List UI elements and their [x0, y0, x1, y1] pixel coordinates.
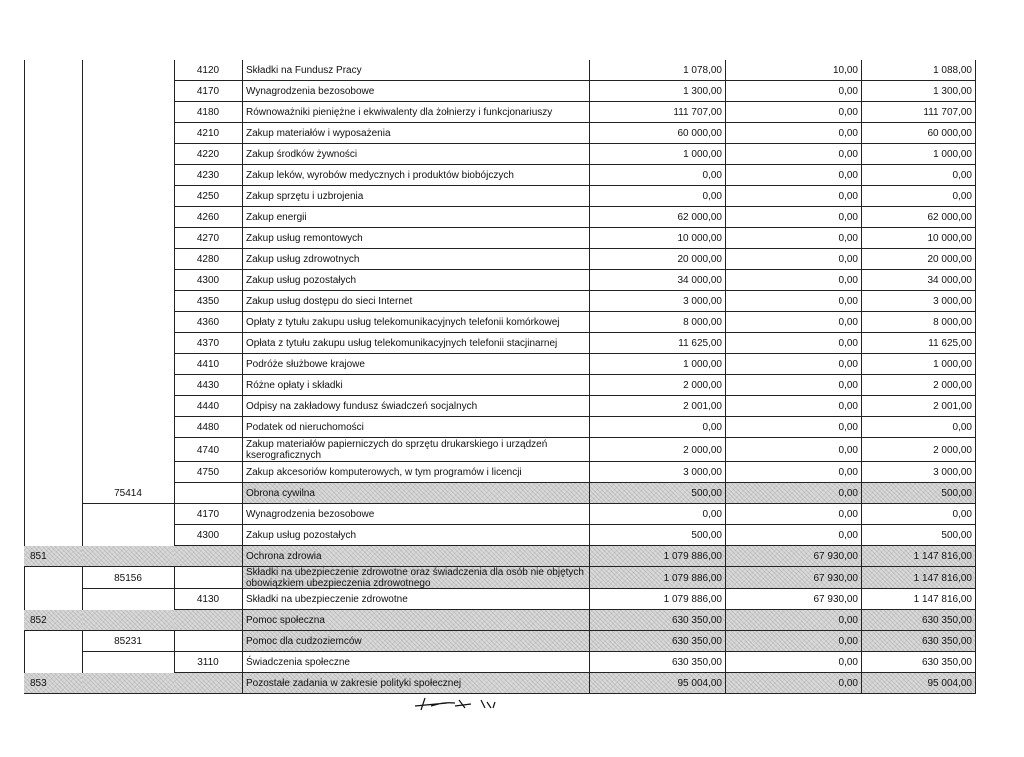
description: Składki na Fundusz Pracy	[242, 60, 590, 81]
dzial-code	[24, 144, 82, 165]
description: Pomoc społeczna	[242, 610, 590, 631]
paragraf-code	[174, 546, 242, 567]
description: Zakup usług zdrowotnych	[242, 249, 590, 270]
after-change-value: 1 088,00	[862, 60, 976, 81]
change-value: 0,00	[726, 610, 862, 631]
dzial-code	[24, 589, 82, 610]
description: Odpisy na zakładowy fundusz świadczeń socjalnych	[242, 396, 590, 417]
dzial-code	[24, 354, 82, 375]
plan-value: 11 625,00	[590, 333, 726, 354]
handwritten-signature	[395, 694, 535, 714]
paragraf-code	[174, 483, 242, 504]
plan-value: 1 078,00	[590, 60, 726, 81]
plan-value: 500,00	[590, 525, 726, 546]
paragraf-code: 4180	[196, 107, 220, 118]
after-change-value: 60 000,00	[862, 123, 976, 144]
after-change-value: 0,00	[862, 504, 976, 525]
paragraf-code: 4300	[196, 275, 220, 286]
rozdzial-code	[82, 610, 174, 631]
paragraf-code: 4270	[196, 233, 220, 244]
paragraf-code: 4280	[196, 254, 220, 265]
change-value: 0,00	[726, 438, 862, 462]
dzial-code	[24, 652, 82, 673]
rozdzial-code	[82, 354, 174, 375]
plan-value: 1 079 886,00	[590, 546, 726, 567]
dzial-code	[24, 291, 82, 312]
change-value: 0,00	[726, 462, 862, 483]
dzial-code	[24, 504, 82, 525]
dzial-code	[24, 483, 82, 504]
subsection-row	[24, 567, 976, 589]
rozdzial-code	[82, 652, 174, 673]
after-change-value: 1 000,00	[862, 144, 976, 165]
section-row	[24, 610, 976, 631]
change-value: 0,00	[726, 417, 862, 438]
dzial-code	[24, 165, 82, 186]
description: Podatek od nieruchomości	[242, 417, 590, 438]
description: Zakup usług dostępu do sieci Internet	[242, 291, 590, 312]
paragraf-code: 4360	[196, 317, 220, 328]
after-change-value: 8 000,00	[862, 312, 976, 333]
description: Pozostałe zadania w zakresie polityki społecznej	[242, 673, 590, 694]
dzial-code	[24, 417, 82, 438]
after-change-value: 0,00	[862, 165, 976, 186]
paragraf-code: 4130	[196, 594, 220, 605]
dzial-code	[24, 438, 82, 462]
table-row	[24, 375, 976, 396]
plan-value: 62 000,00	[590, 207, 726, 228]
description: Zakup usług pozostałych	[242, 270, 590, 291]
after-change-value: 62 000,00	[862, 207, 976, 228]
description: Zakup środków żywności	[242, 144, 590, 165]
paragraf-code: 4170	[196, 86, 220, 97]
after-change-value: 11 625,00	[862, 333, 976, 354]
after-change-value: 630 350,00	[862, 610, 976, 631]
paragraf-code: 4430	[196, 380, 220, 391]
plan-value: 630 350,00	[590, 610, 726, 631]
description: Świadczenia społeczne	[242, 652, 590, 673]
section-row	[24, 546, 976, 567]
description: Opłaty z tytułu zakupu usług telekomunikacyjnych telefonii komórkowej	[242, 312, 590, 333]
change-value: 67 930,00	[726, 546, 862, 567]
after-change-value: 3 000,00	[862, 462, 976, 483]
after-change-value: 500,00	[862, 483, 976, 504]
plan-value: 0,00	[590, 417, 726, 438]
plan-value: 1 000,00	[590, 144, 726, 165]
table-row	[24, 291, 976, 312]
table-row	[24, 396, 976, 417]
change-value: 10,00	[726, 60, 862, 81]
rozdzial-code	[82, 60, 174, 81]
description: Podróże służbowe krajowe	[242, 354, 590, 375]
dzial-code	[24, 60, 82, 81]
after-change-value: 1 147 816,00	[862, 546, 976, 567]
rozdzial-code	[82, 249, 174, 270]
table-row	[24, 589, 976, 610]
dzial-code	[24, 312, 82, 333]
description: Zakup leków, wyrobów medycznych i produktów biobójczych	[242, 165, 590, 186]
description: Różne opłaty i składki	[242, 375, 590, 396]
after-change-value: 10 000,00	[862, 228, 976, 249]
rozdzial-code	[82, 186, 174, 207]
paragraf-code: 3110	[197, 657, 219, 668]
rozdzial-code	[82, 504, 174, 525]
table-row	[24, 417, 976, 438]
rozdzial-code	[82, 270, 174, 291]
plan-value: 2 000,00	[590, 375, 726, 396]
rozdzial-code	[82, 312, 174, 333]
plan-value: 60 000,00	[590, 123, 726, 144]
table-row	[24, 123, 976, 144]
dzial-code	[24, 567, 82, 589]
change-value: 0,00	[726, 249, 862, 270]
rozdzial-code	[82, 438, 174, 462]
dzial-code	[24, 123, 82, 144]
plan-value: 0,00	[590, 165, 726, 186]
change-value: 0,00	[726, 81, 862, 102]
after-change-value: 20 000,00	[862, 249, 976, 270]
after-change-value: 2 000,00	[862, 438, 976, 462]
plan-value: 10 000,00	[590, 228, 726, 249]
after-change-value: 500,00	[862, 525, 976, 546]
rozdzial-code	[82, 123, 174, 144]
change-value: 0,00	[726, 291, 862, 312]
rozdzial-code: 85156	[114, 572, 142, 584]
table-row	[24, 504, 976, 525]
change-value: 0,00	[726, 144, 862, 165]
description: Wynagrodzenia bezosobowe	[242, 504, 590, 525]
plan-value: 3 000,00	[590, 291, 726, 312]
after-change-value: 1 147 816,00	[862, 589, 976, 610]
rozdzial-code	[82, 375, 174, 396]
rozdzial-code	[82, 333, 174, 354]
dzial-code	[24, 631, 82, 652]
dzial-code	[24, 102, 82, 123]
after-change-value: 111 707,00	[862, 102, 976, 123]
dzial-code	[24, 81, 82, 102]
description: Równoważniki pieniężne i ekwiwalenty dla żołnierzy i funkcjonariuszy	[242, 102, 590, 123]
change-value: 0,00	[726, 228, 862, 249]
change-value: 0,00	[726, 270, 862, 291]
paragraf-code: 4480	[196, 422, 220, 433]
table-row	[24, 81, 976, 102]
table-row	[24, 207, 976, 228]
change-value: 0,00	[726, 525, 862, 546]
table-row	[24, 165, 976, 186]
rozdzial-code	[82, 417, 174, 438]
dzial-code: 851	[24, 546, 82, 567]
change-value: 0,00	[726, 186, 862, 207]
description: Obrona cywilna	[242, 483, 590, 504]
paragraf-code: 4370	[196, 338, 220, 349]
plan-value: 1 079 886,00	[590, 567, 726, 589]
paragraf-code: 4740	[196, 444, 220, 456]
change-value: 0,00	[726, 483, 862, 504]
rozdzial-code	[82, 207, 174, 228]
after-change-value: 630 350,00	[862, 652, 976, 673]
table-row	[24, 652, 976, 673]
paragraf-code: 4230	[196, 170, 220, 181]
table-row	[24, 228, 976, 249]
dzial-code	[24, 186, 82, 207]
dzial-code	[24, 333, 82, 354]
paragraf-code: 4350	[196, 296, 220, 307]
change-value: 0,00	[726, 165, 862, 186]
dzial-code	[24, 207, 82, 228]
dzial-code	[24, 375, 82, 396]
change-value: 67 930,00	[726, 589, 862, 610]
rozdzial-code	[82, 525, 174, 546]
table-row	[24, 462, 976, 483]
description: Składki na ubezpieczenie zdrowotne	[242, 589, 590, 610]
table-row	[24, 60, 976, 81]
rozdzial-code	[82, 144, 174, 165]
subsection-row	[24, 483, 976, 504]
change-value: 67 930,00	[726, 567, 862, 589]
table-row	[24, 333, 976, 354]
dzial-code	[24, 462, 82, 483]
plan-value: 1 079 886,00	[590, 589, 726, 610]
rozdzial-code: 85231	[114, 636, 142, 647]
description: Zakup materiałów papierniczych do sprzętu drukarskiego i urządzeń kserograficznych	[242, 438, 590, 462]
description: Zakup energii	[242, 207, 590, 228]
rozdzial-code	[82, 546, 174, 567]
dzial-code: 853	[24, 673, 82, 694]
plan-value: 630 350,00	[590, 652, 726, 673]
paragraf-code: 4220	[196, 149, 220, 160]
after-change-value: 2 000,00	[862, 375, 976, 396]
description: Zakup materiałów i wyposażenia	[242, 123, 590, 144]
table-row	[24, 270, 976, 291]
change-value: 0,00	[726, 673, 862, 694]
description: Zakup usług remontowych	[242, 228, 590, 249]
dzial-code	[24, 396, 82, 417]
after-change-value: 2 001,00	[862, 396, 976, 417]
description: Wynagrodzenia bezosobowe	[242, 81, 590, 102]
rozdzial-code	[82, 589, 174, 610]
paragraf-code	[174, 567, 242, 589]
after-change-value: 95 004,00	[862, 673, 976, 694]
after-change-value: 3 000,00	[862, 291, 976, 312]
paragraf-code: 4250	[196, 191, 220, 202]
paragraf-code: 4260	[196, 212, 220, 223]
paragraf-code	[174, 631, 242, 652]
dzial-code: 852	[24, 610, 82, 631]
rozdzial-code	[82, 396, 174, 417]
change-value: 0,00	[726, 354, 862, 375]
plan-value: 0,00	[590, 504, 726, 525]
plan-value: 111 707,00	[590, 102, 726, 123]
paragraf-code: 4210	[196, 128, 220, 139]
plan-value: 1 300,00	[590, 81, 726, 102]
dzial-code	[24, 270, 82, 291]
paragraf-code: 4440	[196, 401, 220, 412]
description: Zakup sprzętu i uzbrojenia	[242, 186, 590, 207]
after-change-value: 0,00	[862, 186, 976, 207]
description: Ochrona zdrowia	[242, 546, 590, 567]
after-change-value: 0,00	[862, 417, 976, 438]
rozdzial-code	[82, 102, 174, 123]
plan-value: 2 001,00	[590, 396, 726, 417]
after-change-value: 1 000,00	[862, 354, 976, 375]
change-value: 0,00	[726, 333, 862, 354]
subsection-row	[24, 631, 976, 652]
description: Składki na ubezpieczenie zdrowotne oraz świadczenia dla osób nie objętych obowiązkiem ubezpieczenia zdrowotnego	[242, 567, 590, 589]
plan-value: 0,00	[590, 186, 726, 207]
plan-value: 2 000,00	[590, 438, 726, 462]
after-change-value: 630 350,00	[862, 631, 976, 652]
change-value: 0,00	[726, 396, 862, 417]
plan-value: 1 000,00	[590, 354, 726, 375]
description: Zakup akcesoriów komputerowych, w tym programów i licencji	[242, 462, 590, 483]
section-row	[24, 673, 976, 694]
change-value: 0,00	[726, 102, 862, 123]
change-value: 0,00	[726, 123, 862, 144]
rozdzial-code	[82, 291, 174, 312]
change-value: 0,00	[726, 504, 862, 525]
dzial-code	[24, 525, 82, 546]
paragraf-code	[174, 673, 242, 694]
description: Pomoc dla cudzoziemców	[242, 631, 590, 652]
paragraf-code: 4300	[196, 530, 220, 541]
table-row	[24, 249, 976, 270]
change-value: 0,00	[726, 631, 862, 652]
after-change-value: 34 000,00	[862, 270, 976, 291]
table-row	[24, 354, 976, 375]
change-value: 0,00	[726, 312, 862, 333]
rozdzial-code	[82, 228, 174, 249]
description: Opłata z tytułu zakupu usług telekomunikacyjnych telefonii stacjinarnej	[242, 333, 590, 354]
table-row	[24, 102, 976, 123]
plan-value: 34 000,00	[590, 270, 726, 291]
table-row	[24, 312, 976, 333]
paragraf-code: 4750	[196, 467, 220, 478]
rozdzial-code	[82, 165, 174, 186]
after-change-value: 1 300,00	[862, 81, 976, 102]
plan-value: 500,00	[590, 483, 726, 504]
change-value: 0,00	[726, 207, 862, 228]
paragraf-code: 4120	[196, 65, 220, 76]
change-value: 0,00	[726, 652, 862, 673]
rozdzial-code	[82, 81, 174, 102]
table-row	[24, 525, 976, 546]
rozdzial-code	[82, 673, 174, 694]
table-row	[24, 144, 976, 165]
plan-value: 630 350,00	[590, 631, 726, 652]
after-change-value: 1 147 816,00	[862, 567, 976, 589]
plan-value: 3 000,00	[590, 462, 726, 483]
paragraf-code	[174, 610, 242, 631]
plan-value: 20 000,00	[590, 249, 726, 270]
change-value: 0,00	[726, 375, 862, 396]
description: Zakup usług pozostałych	[242, 525, 590, 546]
rozdzial-code	[82, 462, 174, 483]
dzial-code	[24, 228, 82, 249]
rozdzial-code: 75414	[114, 488, 142, 499]
dzial-code	[24, 249, 82, 270]
paragraf-code: 4410	[196, 359, 220, 370]
table-row	[24, 186, 976, 207]
paragraf-code: 4170	[196, 509, 220, 520]
plan-value: 8 000,00	[590, 312, 726, 333]
plan-value: 95 004,00	[590, 673, 726, 694]
table-row	[24, 438, 976, 462]
